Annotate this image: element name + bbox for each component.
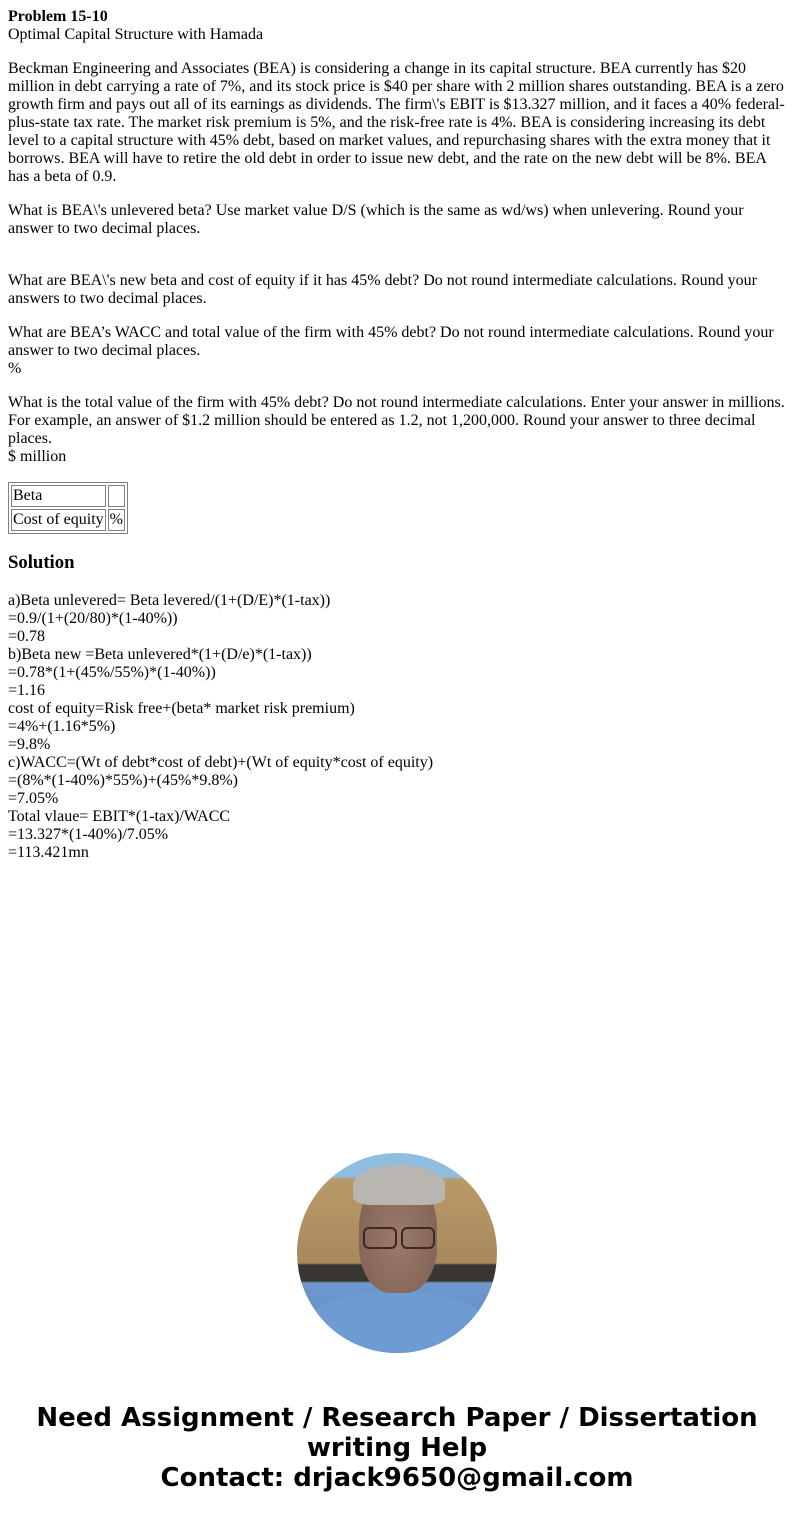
solution-line: =4%+(1.16*5%) xyxy=(8,718,116,735)
question-unlevered-beta: What is BEA\'s unlevered beta? Use market value D/S (which is the same as wd/ws) when unlevering. Round your answer to two decimal places. xyxy=(8,202,744,237)
table-row xyxy=(11,509,125,531)
promo-banner xyxy=(0,1403,794,1493)
solution-line: =1.16 xyxy=(8,682,46,699)
cost-of-equity-label: Cost of equity xyxy=(11,509,106,531)
solution-line: =0.9/(1+(20/80)*(1-40%)) xyxy=(8,610,178,627)
solution-line: Total vlaue= EBIT*(1-tax)/WACC xyxy=(8,808,231,825)
solution-heading: Solution xyxy=(8,552,75,573)
promo-line-1: Need Assignment / Research Paper / Dissertation xyxy=(36,1403,758,1433)
solution-line: a)Beta unlevered= Beta levered/(1+(D/E)*(1-tax)) xyxy=(8,592,331,609)
avatar-hair xyxy=(353,1165,445,1205)
cost-of-equity-answer-cell[interactable]: % xyxy=(108,509,125,531)
question-new-beta: What are BEA\'s new beta and cost of equity if it has 45% debt? Do not round intermediate calculations. Round your answers to two decimal places. xyxy=(8,272,757,307)
solution-line: =0.78 xyxy=(8,628,46,645)
problem-number: Problem 15-10 xyxy=(8,8,108,25)
solution-line: =113.421mn xyxy=(8,844,89,861)
question-total-value: What is the total value of the firm with 45% debt? Do not round intermediate calculations. Enter your answer in millions. For example, an answer of $1.2 million should be entered as 1.2, not 1,200,000. Round your answer to three decimal places. xyxy=(8,394,785,447)
beta-answer-cell[interactable] xyxy=(108,485,125,507)
question-wacc: What are BEA’s WACC and total value of the firm with 45% debt? Do not round intermediate calculations. Round your answer to two decimal places. xyxy=(8,324,774,359)
answer-table xyxy=(8,482,128,534)
problem-subtitle: Optimal Capital Structure with Hamada xyxy=(8,26,264,43)
avatar-shirt xyxy=(307,1293,487,1353)
solution-line: =(8%*(1-40%)*55%)+(45%*9.8%) xyxy=(8,772,238,789)
problem-statement: Beckman Engineering and Associates (BEA) is considering a change in its capital structure. BEA currently has $20 million in debt carrying a rate of 7%, and its stock price is $40 per share with 2 million shares outstanding. BEA is a zero growth firm and pays out all of its earnings as dividends. The firm\'s EBIT is $13.327 million, and it faces a 40% federal-plus-state tax rate. The market risk premium is 5%, and the risk-free rate is 4%. BEA is considering increasing its debt level to a capital structure with 45% debt, based on market values, and repurchasing shares with the extra money that it borrows. BEA will have to retire the old debt in order to issue new debt, and the rate on the new debt will be 8%. BEA has a beta of 0.9. xyxy=(8,60,785,185)
solution-line: =7.05% xyxy=(8,790,59,807)
total-value-suffix: $ million xyxy=(8,448,67,465)
solution-line: =13.327*(1-40%)/7.05% xyxy=(8,826,169,843)
avatar-glasses-icon xyxy=(363,1227,397,1249)
avatar-glasses-icon xyxy=(401,1227,435,1249)
solution-body xyxy=(8,592,786,862)
solution-line: =9.8% xyxy=(8,736,51,753)
promo-contact: Contact: drjack9650@gmail.com xyxy=(160,1463,634,1493)
solution-line: =0.78*(1+(45%/55%)*(1-40%)) xyxy=(8,664,216,681)
wacc-suffix: % xyxy=(8,360,22,377)
solution-line: b)Beta new =Beta unlevered*(1+(D/e)*(1-tax)) xyxy=(8,646,312,663)
table-row xyxy=(11,485,125,507)
solution-line: cost of equity=Risk free+(beta* market risk premium) xyxy=(8,700,355,717)
beta-label: Beta xyxy=(11,485,106,507)
promo-line-2: writing Help xyxy=(306,1433,488,1463)
solution-line: c)WACC=(Wt of debt*cost of debt)+(Wt of equity*cost of equity) xyxy=(8,754,434,771)
author-avatar xyxy=(297,1153,497,1353)
